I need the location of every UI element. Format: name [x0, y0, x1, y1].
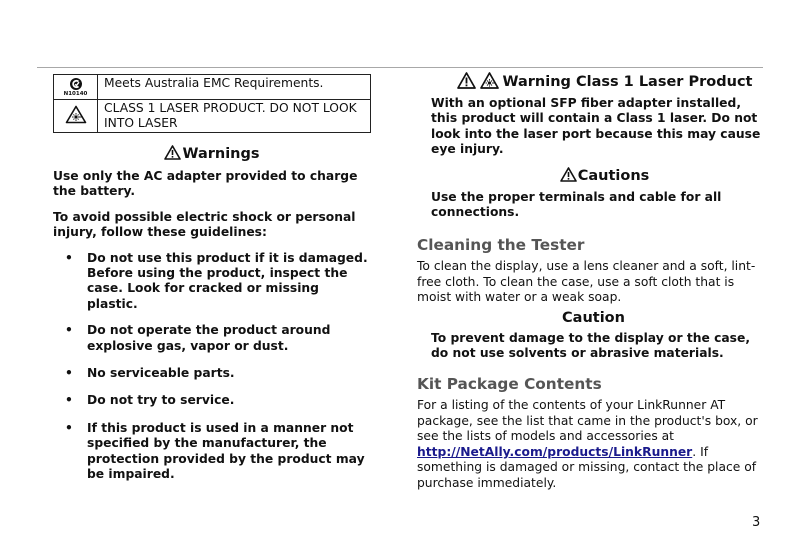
guidelines-list — [53, 251, 371, 483]
list-item-text: Do not try to service. — [87, 393, 235, 408]
laser-warning-heading-text: Warning Class 1 Laser Product — [502, 74, 753, 90]
table-row — [54, 75, 371, 100]
kit-text-before: For a listing of the contents of your LinkRunner AT package, see the list that came in the product's box, or see the lists of models and accessories at — [417, 398, 758, 444]
laser-warning-text: With an optional SFP fiber adapter installed, this product will contain a Class 1 laser. Do not look into the laser port because this may cause eye injury. — [431, 96, 761, 157]
kit-text — [417, 398, 762, 490]
table-cell: Meets Australia EMC Requirements. — [98, 75, 371, 100]
caution-text: To prevent damage to the display or the case, do not use solvents or abrasive materials. — [431, 330, 750, 361]
list-item — [53, 323, 371, 354]
bullet: • — [65, 323, 73, 338]
symbols-table — [53, 74, 371, 133]
caution-heading: Caution — [562, 309, 625, 326]
table-row — [54, 100, 371, 133]
warning-triangle-icon — [164, 145, 181, 160]
kit-text-after: . If something is damaged or missing, contact the place of purchase immediately. — [417, 444, 757, 490]
cleaning-section-heading: Cleaning the Tester — [417, 236, 585, 255]
list-item-text: No serviceable parts. — [87, 366, 235, 381]
warnings-heading — [53, 145, 371, 163]
warning-triangle-icon — [560, 167, 577, 182]
table-cell: CLASS 1 LASER PRODUCT. DO NOT LOOK INTO LASER — [98, 100, 371, 133]
right-column — [417, 72, 762, 491]
laser-warning-heading — [417, 72, 762, 91]
warning-triangle-icon — [457, 72, 476, 89]
list-item — [53, 393, 371, 408]
cautions-text: Use the proper terminals and cable for all connections. — [431, 189, 722, 220]
rcm-code: N10140 — [63, 91, 88, 97]
cautions-heading — [417, 167, 762, 185]
guidelines-intro: To avoid possible electric shock or personal injury, follow these guidelines: — [53, 209, 356, 240]
adapter-warning: Use only the AC adapter provided to charge the battery. — [53, 169, 358, 199]
laser-warning-icon — [54, 100, 98, 133]
bullet: • — [65, 420, 73, 435]
cautions-heading-text: Cautions — [577, 167, 650, 184]
page-number: 3 — [752, 515, 761, 530]
list-item — [53, 251, 371, 313]
warnings-heading-text: Warnings — [182, 146, 260, 162]
bullet: • — [65, 366, 73, 381]
list-item-text: Do not operate the product around explosive gas, vapor or dust. — [87, 323, 331, 353]
laser-warning-icon — [480, 72, 499, 89]
bullet: • — [65, 393, 73, 408]
list-item — [53, 366, 371, 381]
list-item-text: Do not use this product if it is damaged. Before using the product, inspect the case. Look for cracked or missing plastic. — [87, 250, 368, 311]
top-rule — [37, 67, 763, 68]
netally-products-link[interactable]: http://NetAlly.com/products/LinkRunner — [417, 444, 693, 459]
left-column — [53, 74, 371, 495]
list-item-text: If this product is used in a manner not specified by the manufacturer, the protection provided by the product may be impaired. — [87, 420, 365, 482]
rcm-mark-icon — [54, 75, 98, 100]
bullet: • — [65, 250, 73, 265]
kit-section-heading: Kit Package Contents — [417, 375, 602, 394]
cleaning-text: To clean the display, use a lens cleaner and a soft, lint-free cloth. To clean the case, use a soft cloth that is moist with water or a weak soap. — [417, 259, 756, 305]
list-item — [53, 421, 371, 483]
